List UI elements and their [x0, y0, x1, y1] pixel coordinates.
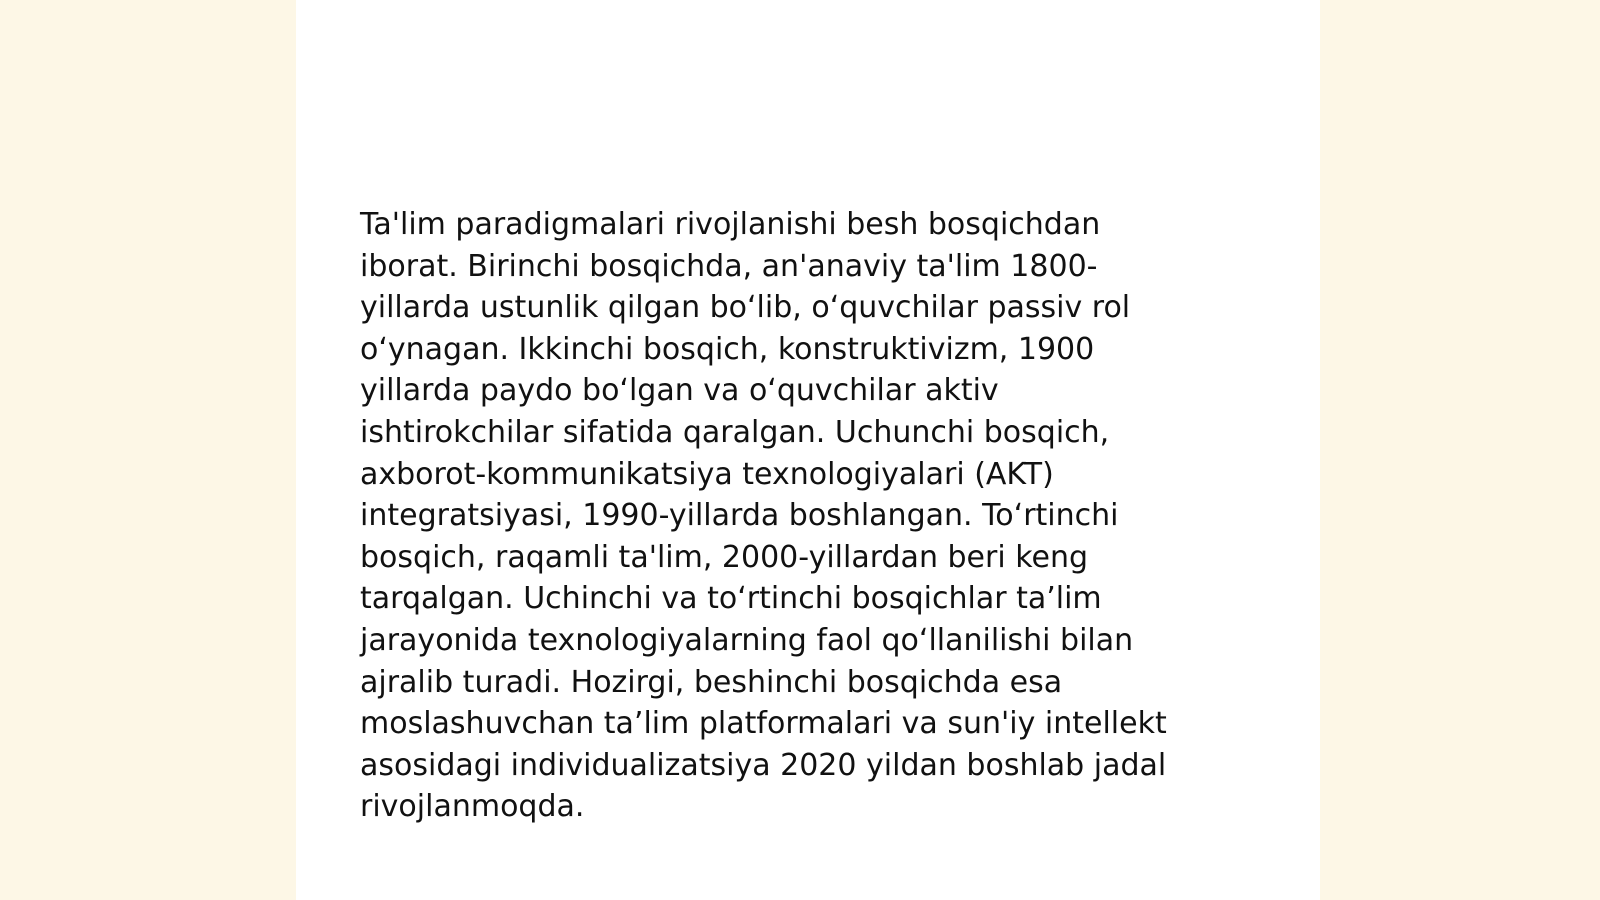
text-line: yillarda paydo bo‘lgan va o‘quvchilar aktiv — [360, 373, 999, 409]
text-line: iborat. Birinchi bosqichda, an'anaviy ta'lim 1800- — [360, 248, 1098, 284]
body-paragraph — [360, 204, 1240, 828]
text-line: Ta'lim paradigmalari rivojlanishi besh bosqichdan — [360, 207, 1101, 242]
text-line: o‘ynagan. Ikkinchi bosqich, konstruktivizm, 1900 — [360, 331, 1095, 367]
text-line: ajralib turadi. Hozirgi, beshinchi bosqichda esa — [360, 664, 1063, 700]
text-line: tarqalgan. Uchinchi va to‘rtinchi bosqichlar ta’lim — [360, 581, 1102, 617]
text-line: integratsiyasi, 1990-yillarda boshlangan. To‘rtinchi — [360, 498, 1119, 534]
text-line: moslashuvchan ta’lim platformalari va sun'iy intellekt — [360, 706, 1167, 742]
document-page — [296, 0, 1320, 900]
text-line: axborot-kommunikatsiya texnologiyalari (AKT) — [360, 456, 1054, 492]
text-line: rivojlanmoqda. — [360, 789, 585, 825]
text-line: bosqich, raqamli ta'lim, 2000-yillardan beri keng — [360, 539, 1089, 575]
text-line: asosidagi individualizatsiya 2020 yildan boshlab jadal — [360, 747, 1167, 783]
text-line: yillarda ustunlik qilgan bo‘lib, o‘quvchilar passiv rol — [360, 290, 1131, 326]
text-line: jarayonida texnologiyalarning faol qo‘llanilishi bilan — [360, 622, 1134, 658]
text-line: ishtirokchilar sifatida qaralgan. Uchunchi bosqich, — [360, 414, 1110, 450]
